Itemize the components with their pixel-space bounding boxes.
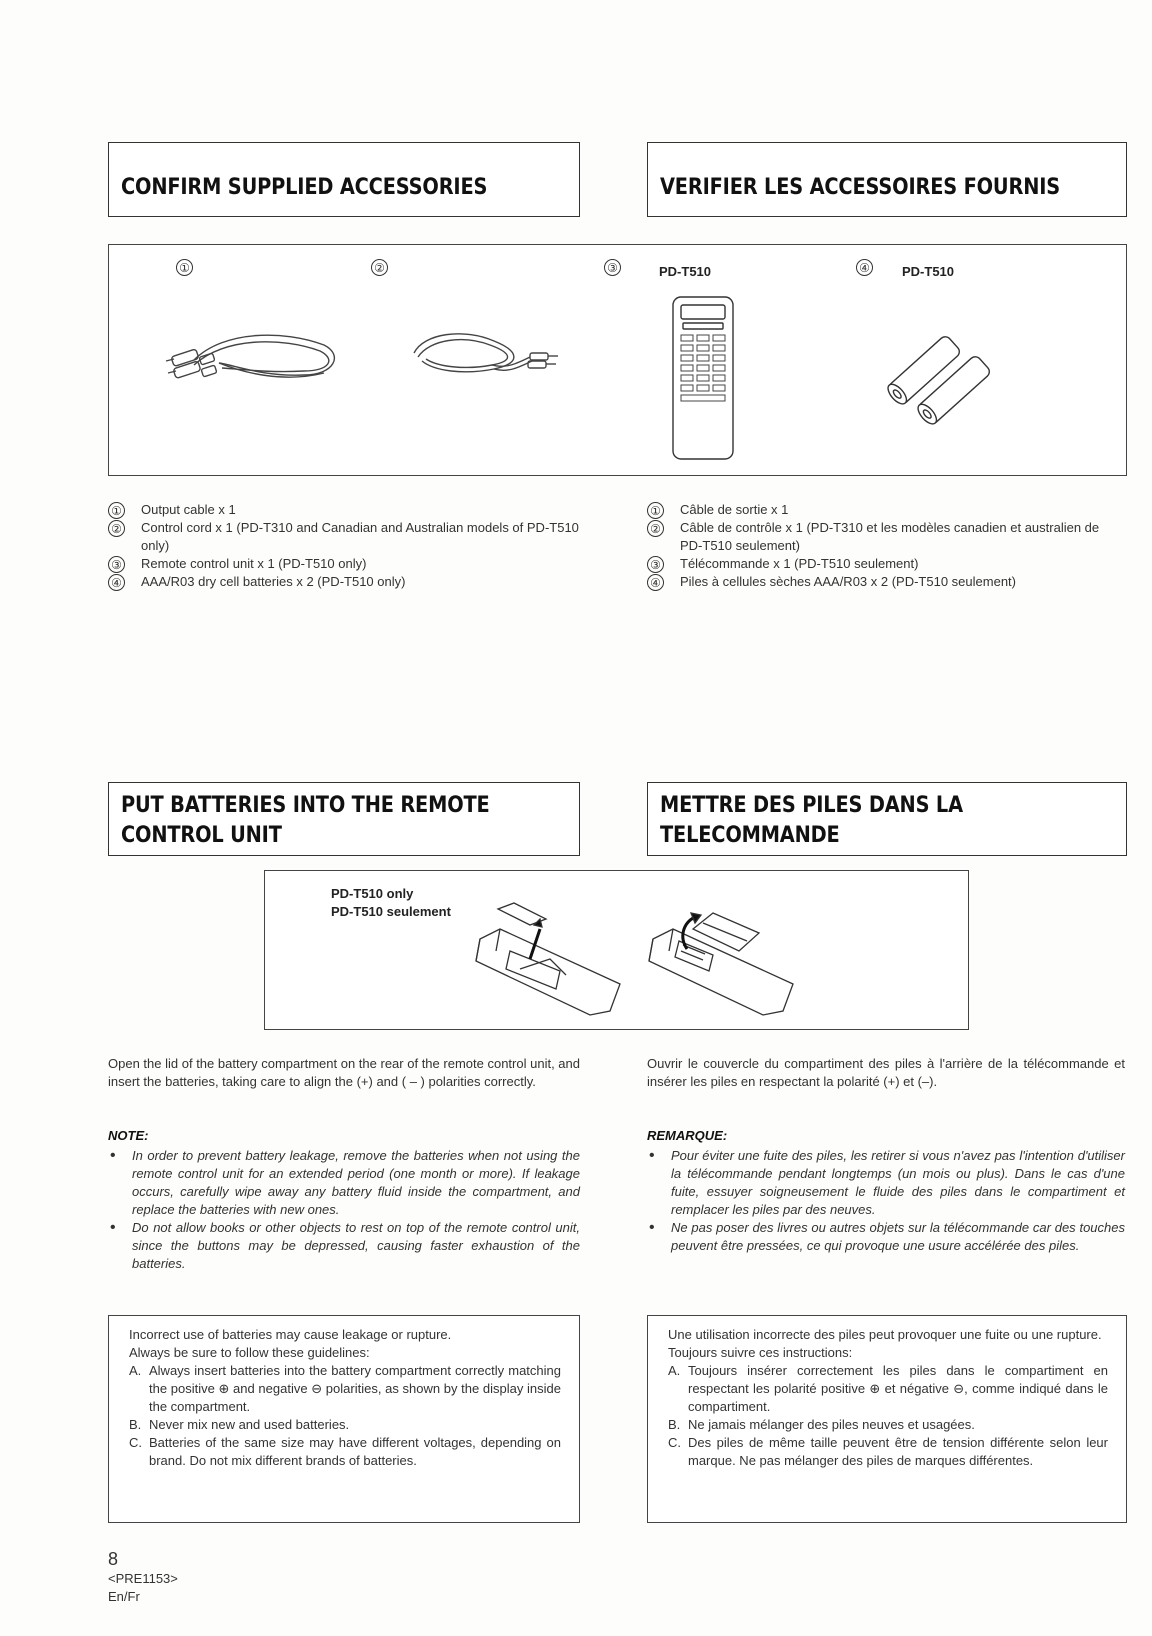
heading-batteries-fr <box>647 782 1127 856</box>
battery-warning-box-fr <box>647 1315 1127 1523</box>
item-text: Toujours insérer correctement les piles dans le compartiment en respectant les polarité positive ⊕ et négative ⊖, comme indiqué dans le compartiment. <box>688 1363 1108 1414</box>
item-letter: C. <box>129 1435 142 1450</box>
heading-batteries-en-line1: PUT BATTERIES INTO THE REMOTE <box>121 793 490 818</box>
list-item: • Ne pas poser des livres ou autres objets sur la télécommande car des touches peuvent être pressées, ce qui provoque une usure accélérée des piles. <box>647 1219 1125 1255</box>
remote-batteries-inserted-illustration <box>643 899 803 1021</box>
list-item <box>108 501 586 519</box>
item-text: Control cord x 1 (PD-T310 and Canadian and Australian models of PD-T510 only) <box>141 520 579 553</box>
instruction-text-fr: Ouvrir le couvercle du compartiment des piles à l'arrière de la télécommande et insérer les piles en respectant la polarité (+) et (–). <box>647 1056 1125 1089</box>
accessories-figure <box>108 244 1127 476</box>
battery-warning-box-en <box>108 1315 580 1523</box>
warning-intro: Une utilisation incorrecte des piles peut provoquer une fuite ou une rupture. <box>668 1327 1102 1342</box>
item-number: ④ <box>647 574 664 591</box>
heading-accessories-en <box>108 142 580 217</box>
page-footer <box>108 1548 178 1606</box>
instruction-text-en: Open the lid of the battery compartment on the rear of the remote control unit, and insert the batteries, taking care to align the (+) and ( – ) polarities correctly. <box>108 1056 580 1089</box>
remote-lid-open-illustration <box>470 899 630 1021</box>
item-letter: B. <box>129 1417 142 1432</box>
list-item <box>647 555 1125 573</box>
battery-insertion-figure <box>264 870 969 1030</box>
list-item <box>108 519 586 555</box>
item-text: Câble de contrôle x 1 (PD-T310 et les modèles canadien et australien de PD-T510 seulement) <box>680 520 1100 553</box>
item-text: Piles à cellules sèches AAA/R03 x 2 (PD-T510 seulement) <box>680 574 1016 589</box>
accessory-list-en <box>108 501 586 591</box>
figure-label <box>331 885 451 921</box>
heading-batteries-en <box>108 782 580 856</box>
list-item <box>129 1434 561 1470</box>
item-text: Remote control unit x 1 (PD-T510 only) <box>141 556 367 571</box>
item-text: Des piles de même taille peuvent être de tension différente selon leur marque. Ne pas mélanger des piles de marques différentes. <box>688 1435 1108 1468</box>
list-item <box>129 1362 561 1416</box>
item-letter: A. <box>129 1363 142 1378</box>
item-number: ③ <box>108 556 125 573</box>
item-number: ① <box>108 502 125 519</box>
figure-model-label-4: PD-T510 <box>902 264 955 279</box>
language-code: En/Fr <box>108 1589 140 1604</box>
figure-marker-4: ④ <box>856 259 873 276</box>
list-item <box>129 1416 561 1434</box>
figure-marker-1: ① <box>176 259 193 276</box>
heading-accessories-fr-text: VERIFIER LES ACCESSOIRES FOURNIS <box>660 175 1061 200</box>
item-text: Batteries of the same size may have different voltages, depending on brand. Do not mix different brands of batteries. <box>149 1435 561 1468</box>
list-item <box>668 1434 1108 1470</box>
warning-intro: Toujours suivre ces instructions: <box>668 1345 853 1360</box>
heading-accessories-fr <box>647 142 1127 217</box>
list-item: • Pour éviter une fuite des piles, les retirer si vous n'avez pas l'intention d'utiliser la télécommande pendant longtemps (un mois ou plus). Dans le cas d'une fuite, essuyer soigneusement le fluide des piles dans le compartiment et remplacer les piles par des neuves. <box>647 1147 1125 1219</box>
note-section-en <box>108 1128 580 1273</box>
warning-list <box>668 1362 1108 1470</box>
item-text: Ne jamais mélanger des piles neuves et usagées. <box>688 1417 975 1432</box>
item-number: ③ <box>647 556 664 573</box>
note-list <box>647 1147 1125 1255</box>
item-number: ④ <box>108 574 125 591</box>
item-number: ② <box>108 520 125 537</box>
list-item <box>647 501 1125 519</box>
item-letter: A. <box>668 1363 681 1378</box>
heading-batteries-fr-line2: TELECOMMANDE <box>660 823 840 848</box>
warning-intro: Always be sure to follow these guidelines: <box>129 1345 370 1360</box>
item-letter: C. <box>668 1435 681 1450</box>
figure-model-label-3: PD-T510 <box>659 264 712 279</box>
note-title: NOTE: <box>108 1128 149 1143</box>
list-item <box>108 573 586 591</box>
note-section-fr <box>647 1128 1125 1255</box>
list-item <box>668 1362 1108 1416</box>
remote-control-illustration <box>669 295 739 463</box>
output-cable-illustration <box>164 325 354 395</box>
batteries-illustration <box>874 320 1014 430</box>
warning-intro: Incorrect use of batteries may cause leakage or rupture. <box>129 1327 452 1342</box>
item-text: Always insert batteries into the battery compartment correctly matching the positive ⊕ and negative ⊖ polarities, as shown by the display inside the compartment. <box>149 1363 561 1414</box>
figure-label-en: PD-T510 only <box>331 886 414 901</box>
item-letter: B. <box>668 1417 681 1432</box>
item-number: ② <box>647 520 664 537</box>
figure-marker-2: ② <box>371 259 388 276</box>
item-text: AAA/R03 dry cell batteries x 2 (PD-T510 only) <box>141 574 406 589</box>
item-text: Télécommande x 1 (PD-T510 seulement) <box>680 556 919 571</box>
list-item <box>668 1416 1108 1434</box>
item-text: Câble de sortie x 1 <box>680 502 789 517</box>
list-item: • In order to prevent battery leakage, remove the batteries when not using the remote control unit for an extended period (one month or more). If leakage occurs, carefully wipe away any battery fluid inside the compartment, and replace the batteries with new ones. <box>108 1147 580 1219</box>
accessory-list-fr <box>647 501 1125 591</box>
item-text: Output cable x 1 <box>141 502 236 517</box>
item-number: ① <box>647 502 664 519</box>
heading-batteries-fr-line1: METTRE DES PILES DANS LA <box>660 793 963 818</box>
document-code: <PRE1153> <box>108 1571 178 1586</box>
page-number: 8 <box>108 1549 119 1569</box>
note-list <box>108 1147 580 1273</box>
figure-label-fr: PD-T510 seulement <box>331 904 451 919</box>
heading-accessories-en-text: CONFIRM SUPPLIED ACCESSORIES <box>121 175 488 200</box>
heading-batteries-en-line2: CONTROL UNIT <box>121 823 282 848</box>
figure-marker-3: ③ <box>604 259 621 276</box>
list-item <box>647 519 1125 555</box>
list-item: • Do not allow books or other objects to rest on top of the remote control unit, since the buttons may be depressed, causing faster exhaustion of the batteries. <box>108 1219 580 1273</box>
list-item <box>108 555 586 573</box>
list-item <box>647 573 1125 591</box>
note-title: REMARQUE: <box>647 1128 728 1143</box>
item-text: Never mix new and used batteries. <box>149 1417 350 1432</box>
control-cord-illustration <box>394 323 564 393</box>
warning-list <box>129 1362 561 1470</box>
